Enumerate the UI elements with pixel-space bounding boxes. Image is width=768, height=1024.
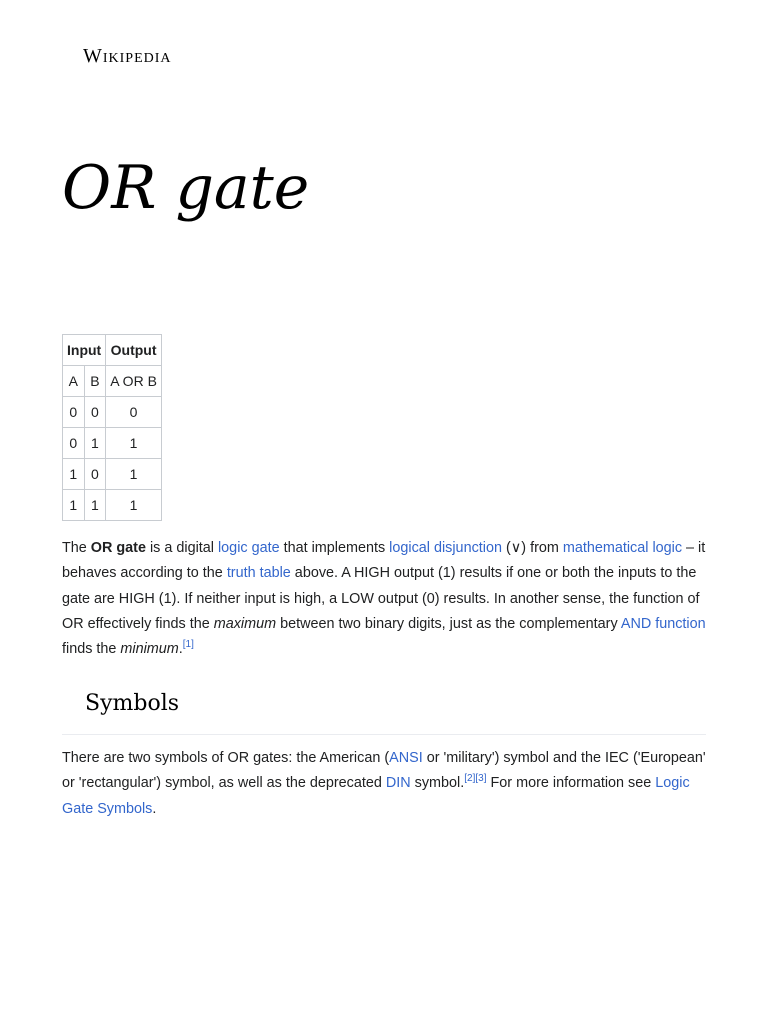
table-row <box>63 459 162 490</box>
table-cell: 1 <box>106 428 162 459</box>
reference-1[interactable]: [1] <box>182 639 194 651</box>
table-header-input: Input <box>63 335 106 366</box>
table-cell: B <box>84 366 106 397</box>
text: . <box>152 800 157 817</box>
intro-paragraph <box>62 536 712 662</box>
table-cell: 1 <box>84 490 106 521</box>
table-subheader-row <box>63 366 162 397</box>
table-cell: 1 <box>84 428 106 459</box>
text: There are two symbols of OR gates: the American ( <box>62 750 390 766</box>
bold-term: OR gate <box>90 540 146 556</box>
reference-3[interactable]: [3] <box>475 773 487 785</box>
table-header-row <box>63 335 162 366</box>
text: that implements <box>279 540 390 556</box>
text: symbol. <box>410 775 465 792</box>
text: . <box>178 641 183 658</box>
text: or 'military') symbol and the IEC ('European' or 'rectangular') symbol, as well as the deprecated <box>62 750 706 792</box>
link-mathematical-logic[interactable]: mathematical logic <box>562 540 683 556</box>
symbols-paragraph <box>62 746 712 822</box>
section-divider <box>62 734 706 735</box>
link-logic-gate[interactable]: logic gate <box>217 540 280 556</box>
table-cell: 1 <box>106 490 162 521</box>
link-logic-gate-symbols[interactable]: Logic Gate Symbols <box>62 775 690 817</box>
text: The <box>62 540 91 556</box>
page-title: OR gate <box>62 153 310 223</box>
table-row <box>63 397 162 428</box>
section-heading-symbols[interactable]: Symbols <box>85 691 180 716</box>
table-cell: 0 <box>84 459 106 490</box>
emphasis-minimum: minimum <box>120 641 179 658</box>
table-header-output: Output <box>106 335 162 366</box>
emphasis-maximum: maximum <box>213 615 277 632</box>
text: above. A HIGH output (1) results if one or both the inputs to the gate are HIGH (1). If neither input is high, a LOW output (0) results. In another sense, the function of OR effectively finds the <box>62 565 700 632</box>
link-logical-disjunction[interactable]: logical disjunction <box>389 540 502 556</box>
text: finds the <box>62 641 121 658</box>
wikipedia-logo[interactable]: Wikipedia <box>83 45 172 67</box>
text: between two binary digits, just as the complementary <box>276 615 621 632</box>
table-cell: 0 <box>106 397 162 428</box>
table-cell: 0 <box>63 397 85 428</box>
link-and-function[interactable]: AND function <box>620 615 706 632</box>
text: is a digital <box>145 540 218 556</box>
reference-2[interactable]: [2] <box>464 773 476 785</box>
table-cell: A <box>63 366 85 397</box>
table-row <box>63 428 162 459</box>
table-cell: 0 <box>84 397 106 428</box>
table-cell: A OR B <box>106 366 162 397</box>
table-cell: 0 <box>63 428 85 459</box>
link-din[interactable]: DIN <box>385 775 411 792</box>
table-cell: 1 <box>63 459 85 490</box>
link-ansi[interactable]: ANSI <box>389 750 423 766</box>
table-row <box>63 490 162 521</box>
text: (∨) from <box>501 540 563 556</box>
text: – it behaves according to the <box>62 540 706 582</box>
text: For more information see <box>486 775 656 792</box>
table-cell: 1 <box>106 459 162 490</box>
truth-table <box>62 334 162 521</box>
link-truth-table[interactable]: truth table <box>226 565 291 582</box>
table-cell: 1 <box>63 490 85 521</box>
